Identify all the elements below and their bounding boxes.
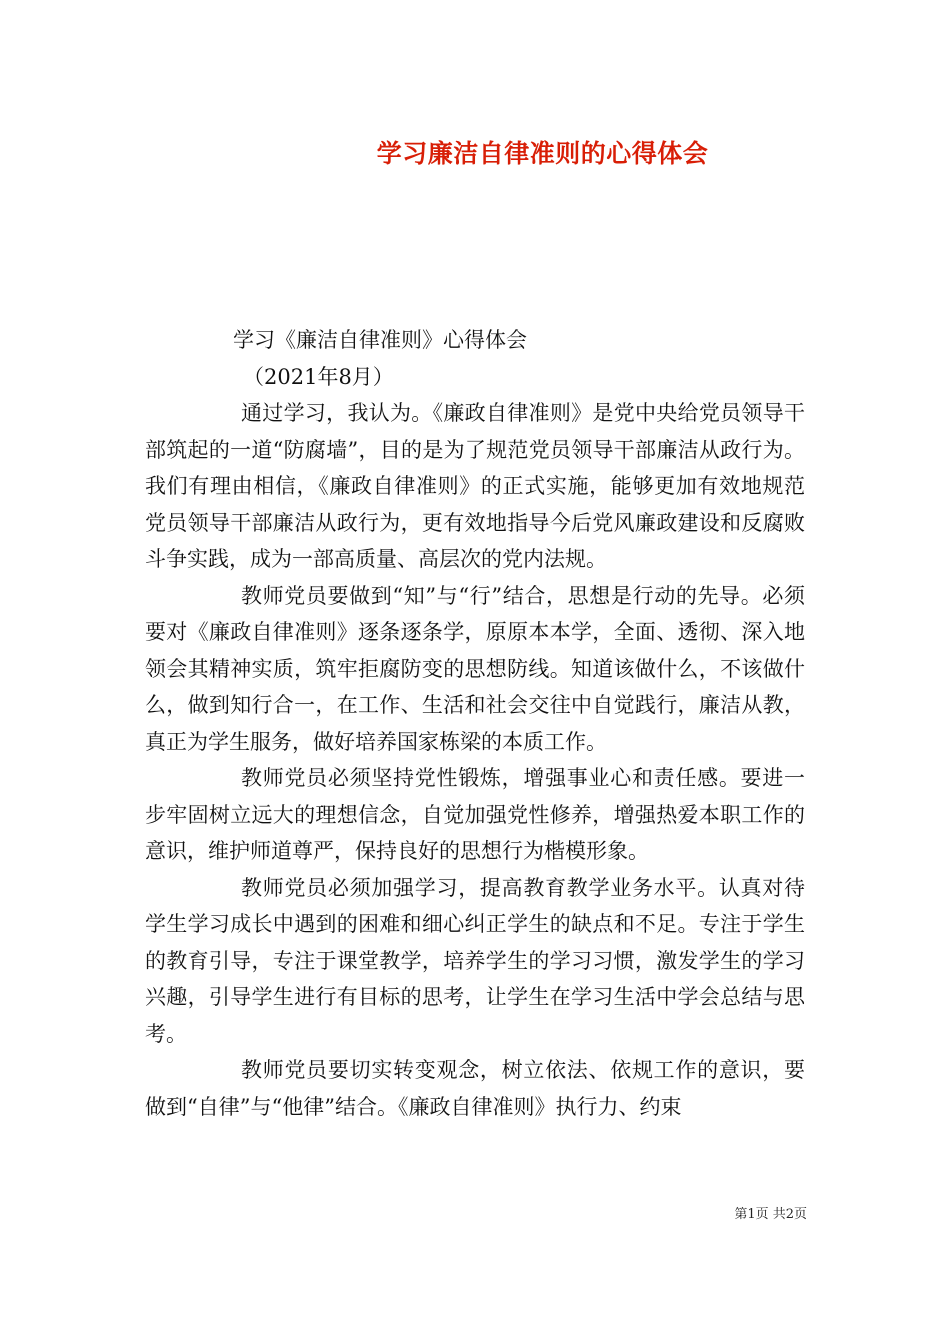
paragraph-5: 教师党员要切实转变观念，树立依法、依规工作的意识，要做到“自律”与“他律”结合。《廉政自律准则》执行力、约束 bbox=[145, 1058, 805, 1119]
document-body bbox=[145, 322, 805, 1125]
paragraph-4: 教师党员必须加强学习，提高教育教学业务水平。认真对待学生学习成长中遇到的困难和细心纠正学生的缺点和不足。专注于学生的教育引导，专注于课堂教学，培养学生的学习习惯，激发学生的学习兴趣，引导学生进行有目标的思考，让学生在学习生活中学会总结与思考。 bbox=[145, 875, 805, 1046]
document-date: （2021年8月） bbox=[243, 364, 394, 389]
paragraph-1: 通过学习，我认为。《廉政自律准则》是党中央给党员领导干部筑起的一道“防腐墙”，目的是为了规范党员领导干部廉洁从政行为。我们有理由相信，《廉政自律准则》的正式实施，能够更加有效地规范党员领导干部廉洁从政行为，更有效地指导今后党风廉政建设和反腐败斗争实践，成为一部高质量、高层次的党内法规。 bbox=[145, 401, 805, 571]
page-footer: 第1页 共2页 bbox=[734, 1207, 807, 1222]
paragraph-2: 教师党员要做到“知”与“行”结合，思想是行动的先导。必须要对《廉政自律准则》逐条逐条学，原原本本学，全面、透彻、深入地领会其精神实质，筑牢拒腐防变的思想防线。知道该做什么，不该做什么，做到知行合一，在工作、生活和社会交往中自觉践行，廉洁从教，真正为学生服务，做好培养国家栋梁的本质工作。 bbox=[145, 583, 805, 754]
document-subtitle: 学习《廉洁自律准则》心得体会 bbox=[233, 328, 527, 352]
paragraph-3: 教师党员必须坚持党性锻炼，增强事业心和责任感。要进一步牢固树立远大的理想信念，自觉加强党性修养，增强热爱本职工作的意识，维护师道尊严，保持良好的思想行为楷模形象。 bbox=[145, 766, 805, 863]
document-title: 学习廉洁自律准则的心得体会 bbox=[376, 139, 709, 168]
